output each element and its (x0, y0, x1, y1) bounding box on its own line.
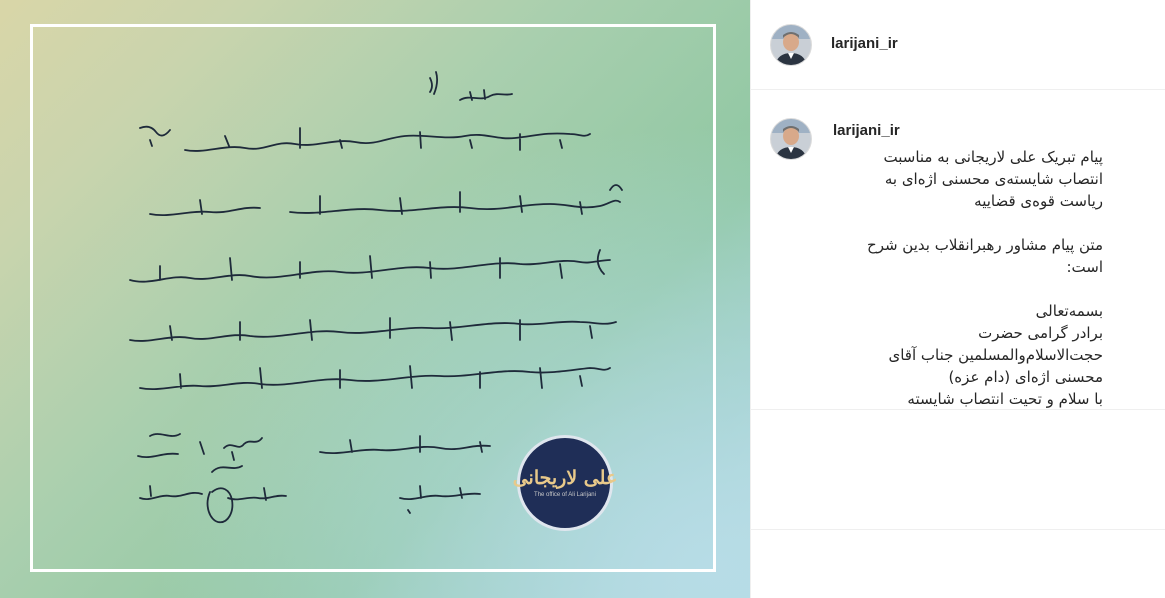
avatar[interactable] (770, 24, 812, 66)
caption-area (751, 90, 1165, 410)
caption-line: پیام تبریک علی لاریجانی به مناسبت (883, 148, 1103, 166)
caption-line (833, 212, 1103, 234)
caption-line: محسنی اژه‌ای (دام عزه) (948, 368, 1103, 386)
logo-text: علی لاریجانی (512, 467, 618, 490)
caption-line: است: (1066, 258, 1103, 276)
header-username[interactable]: larijani_ir (831, 35, 898, 52)
post-sidebar (750, 0, 1165, 598)
caption-line: انتصاب شایسته‌ی محسنی اژه‌ای به (884, 170, 1103, 188)
caption-text (833, 146, 1103, 408)
post-header (751, 0, 1165, 90)
caption-line (833, 278, 1103, 300)
caption-line: با سلام و تحیت انتصاب شایسته (907, 390, 1103, 408)
avatar-image (771, 25, 811, 65)
caption-line: متن پیام مشاور رهبرانقلاب بدین شرح (867, 236, 1103, 254)
office-logo (512, 435, 618, 531)
caption-avatar[interactable] (770, 118, 812, 160)
logo-subtext: The office of Ali Larijani (534, 491, 596, 498)
caption-line: حجت‌الاسلام‌والمسلمین جناب آقای (888, 346, 1103, 364)
avatar-image (771, 119, 811, 159)
caption-line: برادر گرامی حضرت (978, 324, 1103, 342)
caption-line: بسمه‌تعالی (1035, 302, 1103, 320)
caption-username[interactable]: larijani_ir (833, 122, 900, 139)
caption-line: ریاست قوه‌ی قضاییه (974, 192, 1103, 210)
comments-area (751, 410, 1165, 530)
